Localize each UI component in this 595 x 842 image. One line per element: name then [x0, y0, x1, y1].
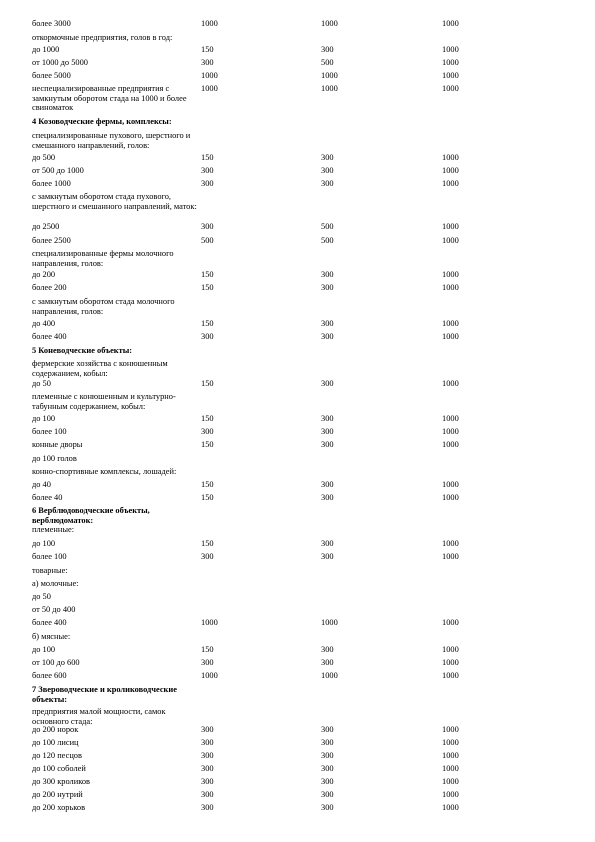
row-label: от 100 до 600: [32, 658, 80, 667]
row-label: 7 Звероводческие и кролиководческие объекты:: [32, 685, 177, 704]
distance-value-2: 1000: [321, 19, 338, 28]
distance-value-1: 1000: [201, 19, 218, 28]
distance-value-2: 1000: [321, 671, 338, 680]
distance-value-2: 300: [321, 552, 334, 561]
distance-value-1: 300: [201, 222, 214, 231]
row-label: до 100: [32, 539, 56, 548]
distance-value-2: 300: [321, 539, 334, 548]
distance-value-1: 150: [201, 480, 214, 489]
row-label: откормочные предприятия, голов в год:: [32, 33, 173, 42]
distance-value-1: 150: [201, 153, 214, 162]
row-label: до 100 голов: [32, 454, 77, 463]
row-label: более 1000: [32, 179, 71, 188]
row-label: конные дворы: [32, 440, 83, 449]
distance-value-3: 1000: [442, 58, 459, 67]
row-label: с замкнутым оборотом стада пухового, шерстного и смешанного направлений, маток:: [32, 192, 197, 211]
distance-value-1: 300: [201, 777, 214, 786]
distance-value-1: 300: [201, 725, 214, 734]
distance-value-2: 300: [321, 414, 334, 423]
row-label: до 100: [32, 414, 56, 423]
distance-value-1: 150: [201, 270, 214, 279]
distance-value-3: 1000: [442, 738, 459, 747]
distance-value-2: 300: [321, 332, 334, 341]
row-label: товарные:: [32, 566, 68, 575]
distance-value-3: 1000: [442, 671, 459, 680]
distance-value-3: 1000: [442, 166, 459, 175]
row-label: до 200 норок: [32, 725, 79, 734]
distance-value-3: 1000: [442, 480, 459, 489]
distance-value-3: 1000: [442, 153, 459, 162]
distance-value-1: 150: [201, 414, 214, 423]
distance-value-1: 1000: [201, 671, 218, 680]
row-label: более 600: [32, 671, 67, 680]
distance-value-2: 300: [321, 658, 334, 667]
row-label: до 40: [32, 480, 51, 489]
row-label: до 200: [32, 270, 56, 279]
distance-value-2: 500: [321, 222, 334, 231]
row-label: более 100: [32, 552, 67, 561]
row-label: от 1000 до 5000: [32, 58, 88, 67]
row-label: более 5000: [32, 71, 71, 80]
distance-value-3: 1000: [442, 764, 459, 773]
distance-value-3: 1000: [442, 725, 459, 734]
distance-value-3: 1000: [442, 19, 459, 28]
distance-value-3: 1000: [442, 222, 459, 231]
row-label: более 2500: [32, 236, 71, 245]
row-label: от 500 до 1000: [32, 166, 84, 175]
distance-value-2: 300: [321, 480, 334, 489]
distance-value-1: 150: [201, 379, 214, 388]
row-label: предприятия малой мощности, самок основного стада:: [32, 707, 166, 726]
distance-value-1: 300: [201, 790, 214, 799]
distance-value-2: 1000: [321, 71, 338, 80]
distance-value-2: 300: [321, 725, 334, 734]
row-label: б) мясные:: [32, 632, 71, 641]
distance-value-2: 300: [321, 790, 334, 799]
row-label: более 100: [32, 427, 67, 436]
distance-value-1: 150: [201, 493, 214, 502]
distance-value-2: 300: [321, 751, 334, 760]
distance-value-3: 1000: [442, 379, 459, 388]
distance-value-3: 1000: [442, 493, 459, 502]
distance-value-3: 1000: [442, 84, 459, 93]
distance-value-1: 150: [201, 319, 214, 328]
distance-value-3: 1000: [442, 658, 459, 667]
row-label: до 100 лисиц: [32, 738, 79, 747]
distance-value-1: 1000: [201, 618, 218, 627]
distance-value-2: 300: [321, 803, 334, 812]
distance-value-2: 300: [321, 493, 334, 502]
distance-value-1: 300: [201, 803, 214, 812]
distance-value-2: 1000: [321, 618, 338, 627]
row-label: до 1000: [32, 45, 60, 54]
distance-value-3: 1000: [442, 427, 459, 436]
row-label: более 3000: [32, 19, 71, 28]
distance-value-2: 300: [321, 379, 334, 388]
row-label: фермерские хозяйства с конюшенным содержанием, кобыл:: [32, 359, 168, 378]
distance-value-1: 1000: [201, 71, 218, 80]
distance-value-2: 300: [321, 440, 334, 449]
row-label: до 100 соболей: [32, 764, 86, 773]
distance-value-3: 1000: [442, 539, 459, 548]
row-label: с замкнутым оборотом стада молочного направления, голов:: [32, 297, 175, 316]
distance-value-1: 500: [201, 236, 214, 245]
distance-value-1: 300: [201, 332, 214, 341]
row-label: более 400: [32, 332, 67, 341]
distance-value-1: 300: [201, 738, 214, 747]
distance-value-3: 1000: [442, 803, 459, 812]
distance-value-3: 1000: [442, 270, 459, 279]
distance-value-2: 1000: [321, 84, 338, 93]
distance-value-3: 1000: [442, 236, 459, 245]
row-label: до 300 кроликов: [32, 777, 90, 786]
distance-value-3: 1000: [442, 440, 459, 449]
row-label: специализированные пухового, шерстного и смешанного направлений, голов:: [32, 131, 191, 150]
distance-value-2: 300: [321, 738, 334, 747]
distance-value-2: 300: [321, 270, 334, 279]
distance-value-2: 300: [321, 764, 334, 773]
distance-value-2: 500: [321, 236, 334, 245]
row-label: 5 Коневодческие объекты:: [32, 346, 133, 355]
distance-value-2: 300: [321, 777, 334, 786]
distance-value-3: 1000: [442, 751, 459, 760]
row-label: более 400: [32, 618, 67, 627]
distance-value-3: 1000: [442, 618, 459, 627]
row-label: до 400: [32, 319, 56, 328]
distance-value-1: 1000: [201, 84, 218, 93]
row-label: 6 Верблюдоводческие объекты, верблюдоматок:: [32, 506, 150, 525]
distance-value-1: 300: [201, 552, 214, 561]
row-label: 4 Козоводческие фермы, комплексы:: [32, 117, 172, 126]
distance-value-2: 300: [321, 153, 334, 162]
distance-value-1: 150: [201, 645, 214, 654]
distance-value-3: 1000: [442, 552, 459, 561]
row-label: конно-спортивные комплексы, лошадей:: [32, 467, 177, 476]
distance-value-1: 150: [201, 440, 214, 449]
distance-value-1: 300: [201, 427, 214, 436]
distance-value-3: 1000: [442, 790, 459, 799]
row-label: до 500: [32, 153, 56, 162]
distance-value-3: 1000: [442, 179, 459, 188]
distance-value-1: 150: [201, 283, 214, 292]
distance-value-1: 300: [201, 179, 214, 188]
row-label: а) молочные:: [32, 579, 79, 588]
distance-value-1: 150: [201, 539, 214, 548]
distance-value-3: 1000: [442, 645, 459, 654]
distance-value-1: 300: [201, 658, 214, 667]
distance-value-2: 300: [321, 283, 334, 292]
distance-value-3: 1000: [442, 283, 459, 292]
row-label: до 2500: [32, 222, 60, 231]
row-label: более 40: [32, 493, 63, 502]
distance-value-1: 300: [201, 764, 214, 773]
row-label: от 50 до 400: [32, 605, 76, 614]
row-label: до 200 хорьков: [32, 803, 86, 812]
distance-value-3: 1000: [442, 332, 459, 341]
distance-value-3: 1000: [442, 45, 459, 54]
distance-value-2: 300: [321, 645, 334, 654]
row-label: неспециализированные предприятия с замкнутым оборотом стада на 1000 и более свиноматок: [32, 84, 187, 113]
distance-value-2: 300: [321, 427, 334, 436]
distance-value-1: 300: [201, 166, 214, 175]
row-label: племенные с конюшенным и культурно-табунным содержанием, кобыл:: [32, 392, 176, 411]
distance-value-2: 500: [321, 58, 334, 67]
row-label: до 50: [32, 379, 51, 388]
distance-value-1: 150: [201, 45, 214, 54]
distance-value-1: 300: [201, 58, 214, 67]
distance-value-3: 1000: [442, 414, 459, 423]
distance-value-3: 1000: [442, 71, 459, 80]
row-label: до 100: [32, 645, 56, 654]
row-label: до 120 песцов: [32, 751, 82, 760]
distance-value-3: 1000: [442, 319, 459, 328]
distance-value-1: 300: [201, 751, 214, 760]
distance-value-2: 300: [321, 45, 334, 54]
row-label: более 200: [32, 283, 67, 292]
row-label: племенные:: [32, 525, 75, 534]
distance-value-2: 300: [321, 319, 334, 328]
distance-value-3: 1000: [442, 777, 459, 786]
row-label: специализированные фермы молочного направления, голов:: [32, 249, 174, 268]
distance-value-2: 300: [321, 179, 334, 188]
distance-value-2: 300: [321, 166, 334, 175]
row-label: до 50: [32, 592, 51, 601]
row-label: до 200 нутрий: [32, 790, 83, 799]
